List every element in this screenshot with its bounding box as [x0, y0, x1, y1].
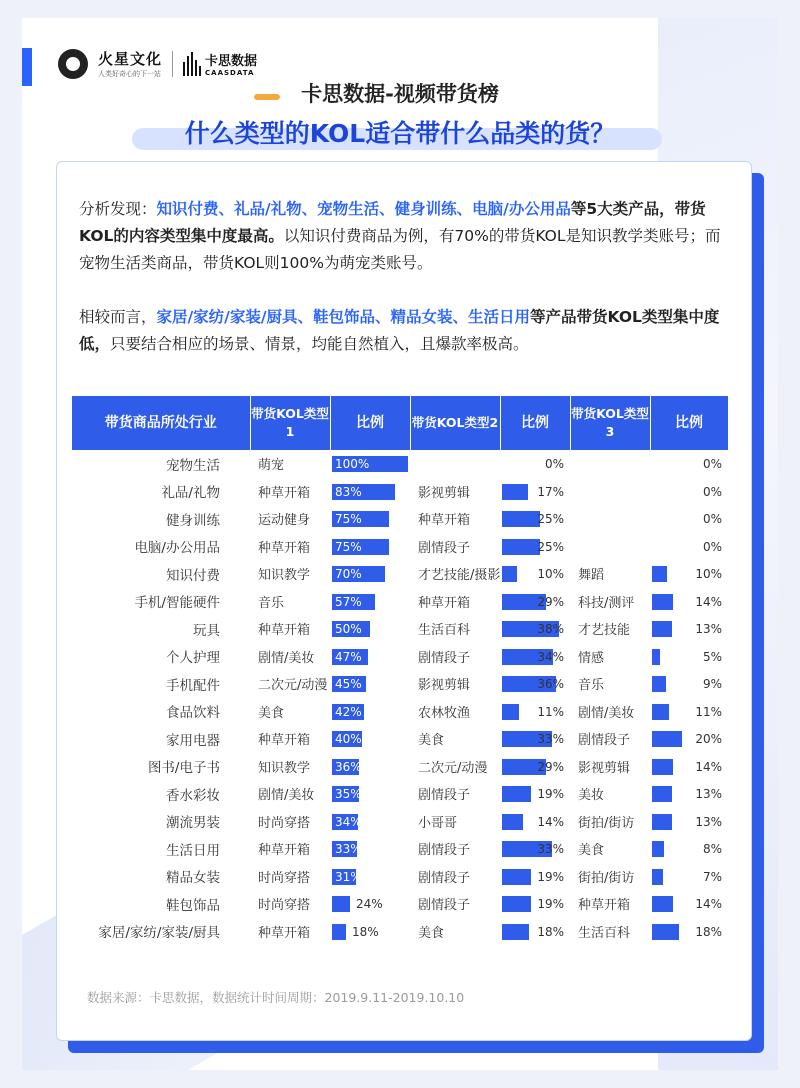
industry-cell: 礼品/礼物: [161, 485, 220, 502]
ratio-bar: [652, 649, 660, 665]
ratio-label: 45%: [335, 677, 362, 691]
page-title: 卡思数据-视频带货榜: [301, 82, 499, 106]
kol-type1-cell: 种草开箱: [258, 485, 311, 501]
ratio-cell-3: [650, 780, 728, 808]
ratio-label: 31%: [335, 869, 362, 884]
ratio-bar: [502, 869, 531, 885]
ratio-cell-2: [500, 560, 570, 588]
ratio-cell-3: [650, 753, 728, 781]
ratio-bar: [652, 566, 667, 582]
logo-slogan: 人类好奇心的下一站: [98, 70, 161, 78]
ratio-bar: [502, 786, 531, 802]
ratio-bar: [652, 786, 672, 802]
industry-cell: 玩具: [193, 622, 220, 639]
caasdata-bars-icon: [183, 52, 201, 76]
header-type2: 带货KOL类型2: [410, 396, 500, 450]
ratio-cell-1: [330, 698, 410, 726]
kol-type2-cell: 二次元/动漫: [418, 760, 488, 776]
ratio-label: 33%: [537, 842, 564, 856]
ratio-cell-2: [500, 698, 570, 726]
industry-cell: 家居/家纺/家装/厨具: [98, 925, 220, 942]
kol-type1-cell: 知识教学: [258, 568, 311, 584]
ratio-label: 8%: [702, 842, 722, 856]
logo-divider: [172, 51, 173, 77]
ratio-cell-3: [650, 450, 728, 478]
kol-type1-cell: 种草开箱: [258, 925, 311, 941]
ratio-label: 0%: [702, 512, 722, 526]
ratio-label: 19%: [537, 787, 564, 801]
data-source: 数据来源：卡思数据，数据统计时间周期：2019.9.11-2019.10.10: [87, 990, 465, 1005]
ratio-label: 36%: [335, 759, 362, 774]
ratio-label: 14%: [695, 759, 722, 774]
industry-cell: 精品女装: [166, 870, 220, 887]
partner-en: CAASDATA: [205, 69, 255, 77]
industry-cell: 知识付费: [166, 567, 220, 584]
ratio-cell-2: [500, 533, 570, 561]
ratio-bar: [502, 704, 519, 720]
kol-type2-cell: 才艺技能/摄影: [418, 568, 501, 584]
p1-rest: 以知识付费商品为例，有70%的带货KOL是知识教学类账号；而宠物生活类商品，带货KOL则100%为萌宠类账号。: [79, 227, 721, 272]
kol-type3-cell: 街拍/街访: [578, 815, 635, 831]
ratio-label: 75%: [335, 512, 362, 526]
logo-name: 火星文化: [98, 50, 163, 68]
p1-lead: 分析发现：: [79, 200, 157, 218]
ratio-cell-3: [650, 725, 728, 753]
kol-type3-cell: 剧情段子: [578, 733, 631, 749]
ratio-label: 42%: [335, 704, 362, 719]
kol-type2-cell: 影视剪辑: [418, 485, 471, 501]
ratio-cell-1: [330, 533, 410, 561]
ratio-cell-3: [650, 835, 728, 863]
kol-type1-cell: 萌宠: [258, 458, 285, 474]
kol-type3-cell: [570, 505, 650, 533]
ratio-label: 38%: [537, 622, 564, 636]
kol-table: [72, 396, 729, 945]
industry-cell: 电脑/办公用品: [134, 540, 220, 557]
ratio-cell-1: [330, 643, 410, 671]
ratio-label: 57%: [335, 594, 362, 609]
table-row: [72, 615, 728, 643]
ratio-cell-2: [500, 918, 570, 946]
industry-cell: 图书/电子书: [147, 760, 220, 777]
table-row: [72, 588, 728, 616]
ratio-cell-2: [500, 890, 570, 918]
kol-type1-cell: 种草开箱: [258, 843, 311, 859]
ratio-label: 34%: [335, 814, 362, 829]
ratio-bar: [502, 484, 528, 500]
p2-rest: 只要结合相应的场景、情景，均能自然植入，且爆款率极高。: [110, 335, 529, 353]
ratio-cell-2: [500, 615, 570, 643]
industry-cell: 宠物生活: [166, 457, 220, 474]
ratio-label: 33%: [335, 842, 362, 856]
ratio-cell-1: [330, 918, 410, 946]
ratio-label: 11%: [537, 704, 564, 719]
table-row: [72, 918, 728, 946]
ratio-cell-1: [330, 505, 410, 533]
ratio-bar: [332, 896, 350, 912]
kol-type3-cell: 影视剪辑: [578, 760, 631, 776]
ratio-label: 19%: [537, 869, 564, 884]
kol-type3-cell: 舞蹈: [578, 568, 605, 584]
p2-highlight: 家居/家纺/家装/厨具、鞋包饰品、精品女装、生活日用: [156, 308, 531, 326]
ratio-bar: [652, 896, 673, 912]
ratio-cell-1: [330, 808, 410, 836]
table-row: [72, 698, 728, 726]
ratio-label: 24%: [356, 897, 383, 911]
ratio-bar: [652, 621, 672, 637]
kol-type2-cell: 美食: [418, 925, 445, 941]
ratio-bar: [502, 539, 540, 555]
ratio-cell-3: [650, 533, 728, 561]
kol-type2-cell: 影视剪辑: [418, 678, 471, 694]
kol-type3-cell: 美食: [578, 843, 605, 859]
ratio-cell-2: [500, 863, 570, 891]
content-card: [56, 161, 752, 1041]
kol-type1-cell: 知识教学: [258, 760, 311, 776]
ratio-cell-3: [650, 588, 728, 616]
ratio-cell-1: [330, 753, 410, 781]
table-row: [72, 643, 728, 671]
ratio-cell-3: [650, 890, 728, 918]
ratio-bar: [652, 676, 666, 692]
ratio-label: 10%: [695, 567, 722, 581]
table-row: [72, 560, 728, 588]
caasdata-logo: [183, 50, 257, 77]
ratio-label: 40%: [335, 732, 362, 746]
kol-type3-cell: 情感: [578, 650, 605, 666]
ratio-label: 13%: [695, 787, 722, 801]
ratio-bar: [652, 731, 682, 747]
kol-type1-cell: 美食: [258, 705, 285, 721]
ratio-label: 75%: [335, 539, 362, 554]
kol-type2-cell: 剧情段子: [418, 870, 471, 886]
ratio-bar: [652, 924, 679, 940]
huoxing-logo-text: [98, 48, 162, 79]
table-row: [72, 808, 728, 836]
ratio-cell-3: [650, 643, 728, 671]
ratio-cell-1: [330, 890, 410, 918]
ratio-cell-1: [330, 725, 410, 753]
ratio-label: 0%: [544, 457, 564, 471]
header-type1: 带货KOL类型1: [250, 396, 330, 450]
ratio-cell-1: [330, 835, 410, 863]
kol-type3-cell: 科技/测评: [578, 595, 635, 611]
ratio-cell-3: [650, 505, 728, 533]
p1-bold: 等5大类产品，带货KOL的内容类型集中度最高。: [79, 200, 706, 245]
ratio-cell-1: [330, 588, 410, 616]
header-ratio2: 比例: [500, 396, 570, 450]
kol-type3-cell: [570, 478, 650, 506]
ratio-label: 36%: [537, 677, 564, 691]
ratio-label: 35%: [335, 787, 362, 801]
ratio-cell-3: [650, 560, 728, 588]
table-row: [72, 780, 728, 808]
kol-type2-cell: 小哥哥: [418, 815, 458, 831]
industry-cell: 健身训练: [166, 512, 220, 529]
ratio-label: 14%: [695, 897, 722, 911]
header-ratio3: 比例: [650, 396, 728, 450]
kol-type3-cell: 美妆: [578, 788, 605, 804]
ratio-label: 10%: [537, 567, 564, 581]
ratio-label: 70%: [335, 567, 362, 581]
ratio-label: 14%: [537, 814, 564, 829]
ratio-label: 5%: [702, 649, 722, 664]
industry-cell: 潮流男装: [166, 815, 220, 832]
kol-type1-cell: 时尚穿搭: [258, 870, 311, 886]
table-row: [72, 670, 728, 698]
kol-type2-cell: 剧情段子: [418, 898, 471, 914]
industry-cell: 个人护理: [166, 650, 220, 667]
ratio-cell-1: [330, 670, 410, 698]
ratio-cell-2: [500, 450, 570, 478]
ratio-bar: [652, 594, 673, 610]
industry-cell: 手机配件: [166, 677, 220, 694]
industry-cell: 食品饮料: [166, 705, 220, 722]
industry-cell: 家用电器: [166, 732, 220, 749]
kol-type3-cell: [570, 533, 650, 561]
ratio-cell-1: [330, 615, 410, 643]
table-row: [72, 863, 728, 891]
kol-type2-cell: 剧情段子: [418, 788, 471, 804]
analysis-paragraph-2: [79, 304, 729, 358]
kol-type1-cell: 剧情/美妆: [258, 650, 315, 666]
ratio-bar: [652, 814, 672, 830]
kol-type2-cell: 种草开箱: [418, 513, 471, 529]
kol-type1-cell: 时尚穿搭: [258, 815, 311, 831]
kol-type2-cell: 种草开箱: [418, 595, 471, 611]
ratio-cell-2: [500, 753, 570, 781]
kol-type1-cell: 运动健身: [258, 513, 311, 529]
ratio-cell-3: [650, 863, 728, 891]
ratio-bar: [502, 511, 540, 527]
ratio-label: 0%: [702, 539, 722, 554]
kol-type3-cell: [570, 450, 650, 478]
table-row: [72, 890, 728, 918]
p2-bold: 等产品带货KOL类型集中度低，: [79, 308, 720, 353]
ratio-label: 14%: [695, 594, 722, 609]
ratio-label: 0%: [702, 484, 722, 499]
ratio-label: 50%: [335, 622, 362, 636]
ratio-bar: [652, 869, 663, 885]
ratio-label: 17%: [537, 484, 564, 499]
kol-type2-cell: 生活百科: [418, 623, 471, 639]
ratio-cell-1: [330, 450, 410, 478]
poster-page: [22, 18, 778, 1070]
partner-name: 卡思数据: [205, 54, 258, 69]
ratio-bar: [652, 704, 669, 720]
kol-type1-cell: 种草开箱: [258, 623, 311, 639]
ratio-bar: [502, 566, 517, 582]
ratio-cell-2: [500, 588, 570, 616]
ratio-cell-1: [330, 478, 410, 506]
ratio-label: 13%: [695, 814, 722, 829]
ratio-label: 18%: [537, 924, 564, 939]
p1-highlight: 知识付费、礼品/礼物、宠物生活、健身训练、电脑/办公用品: [156, 200, 571, 218]
industry-cell: 生活日用: [166, 842, 220, 859]
kol-type3-cell: 街拍/街访: [578, 870, 635, 886]
huoxing-logo-icon: [58, 49, 88, 79]
ratio-label: 9%: [702, 677, 722, 691]
ratio-cell-1: [330, 560, 410, 588]
kol-type1-cell: 时尚穿搭: [258, 898, 311, 914]
ratio-label: 83%: [335, 484, 362, 499]
table-row: [72, 753, 728, 781]
ratio-cell-2: [500, 725, 570, 753]
table-row: [72, 478, 728, 506]
kol-type2-cell: 剧情段子: [418, 843, 471, 859]
industry-cell: 手机/智能硬件: [134, 595, 220, 612]
kol-type2-cell: 剧情段子: [418, 650, 471, 666]
kol-type1-cell: 种草开箱: [258, 733, 311, 749]
analysis-paragraph-1: [79, 196, 729, 277]
kol-type3-cell: 音乐: [578, 678, 605, 694]
kol-type3-cell: 种草开箱: [578, 898, 631, 914]
p2-lead: 相较而言，: [79, 308, 157, 326]
ratio-label: 34%: [537, 649, 564, 664]
industry-cell: 鞋包饰品: [166, 897, 220, 914]
ratio-cell-3: [650, 615, 728, 643]
ratio-cell-2: [500, 643, 570, 671]
table-row: [72, 450, 728, 478]
ratio-cell-3: [650, 808, 728, 836]
ratio-bar: [502, 896, 531, 912]
kol-type2-cell: 农林牧渔: [418, 705, 471, 721]
ratio-bar: [502, 814, 523, 830]
ratio-label: 13%: [695, 622, 722, 636]
table-row: [72, 725, 728, 753]
caasdata-text: [205, 50, 257, 77]
table-body: [72, 450, 728, 945]
ratio-label: 18%: [695, 924, 722, 939]
ratio-cell-2: [500, 808, 570, 836]
kol-type1-cell: 剧情/美妆: [258, 788, 315, 804]
ratio-label: 20%: [695, 732, 722, 746]
ratio-cell-3: [650, 698, 728, 726]
industry-cell: 香水彩妆: [166, 787, 220, 804]
table-row: [72, 533, 728, 561]
ratio-cell-3: [650, 918, 728, 946]
ratio-label: 7%: [702, 869, 722, 884]
kol-type2-cell: 美食: [418, 733, 445, 749]
header-ratio1: 比例: [330, 396, 410, 450]
ratio-bar: [652, 841, 664, 857]
ratio-cell-1: [330, 780, 410, 808]
ratio-bar: [652, 759, 673, 775]
ratio-cell-3: [650, 670, 728, 698]
ratio-cell-2: [500, 670, 570, 698]
ratio-label: 25%: [537, 539, 564, 554]
ratio-label: 25%: [537, 512, 564, 526]
ratio-cell-2: [500, 835, 570, 863]
ratio-label: 29%: [537, 594, 564, 609]
ratio-label: 0%: [702, 457, 722, 471]
table-row: [72, 505, 728, 533]
ratio-bar: [332, 924, 346, 940]
ratio-label: 100%: [335, 457, 370, 471]
kol-type3-cell: 生活百科: [578, 925, 631, 941]
page-subtitle: 什么类型的KOL适合带什么品类的货？: [184, 119, 616, 148]
ratio-cell-2: [500, 505, 570, 533]
ratio-bar: [502, 924, 529, 940]
ratio-cell-3: [650, 478, 728, 506]
kol-type2-cell: [410, 450, 500, 478]
ratio-label: 33%: [537, 732, 564, 746]
ratio-label: 11%: [695, 704, 722, 719]
table-row: [72, 835, 728, 863]
ratio-cell-1: [330, 863, 410, 891]
ratio-label: 19%: [537, 897, 564, 911]
kol-type2-cell: 剧情段子: [418, 540, 471, 556]
kol-type1-cell: 种草开箱: [258, 540, 311, 556]
table-header-row: [72, 396, 728, 450]
brand-logos: [58, 48, 257, 79]
kol-type3-cell: 才艺技能: [578, 623, 631, 639]
header-industry: 带货商品所处行业: [72, 396, 250, 450]
kol-type1-cell: 二次元/动漫: [258, 678, 328, 694]
ratio-cell-2: [500, 478, 570, 506]
ratio-cell-2: [500, 780, 570, 808]
ratio-label: 29%: [537, 759, 564, 774]
ratio-label: 18%: [352, 924, 379, 939]
header-type3: 带货KOL类型3: [570, 396, 650, 450]
ratio-label: 47%: [335, 649, 362, 664]
kol-type3-cell: 剧情/美妆: [578, 705, 635, 721]
kol-type1-cell: 音乐: [258, 595, 285, 611]
